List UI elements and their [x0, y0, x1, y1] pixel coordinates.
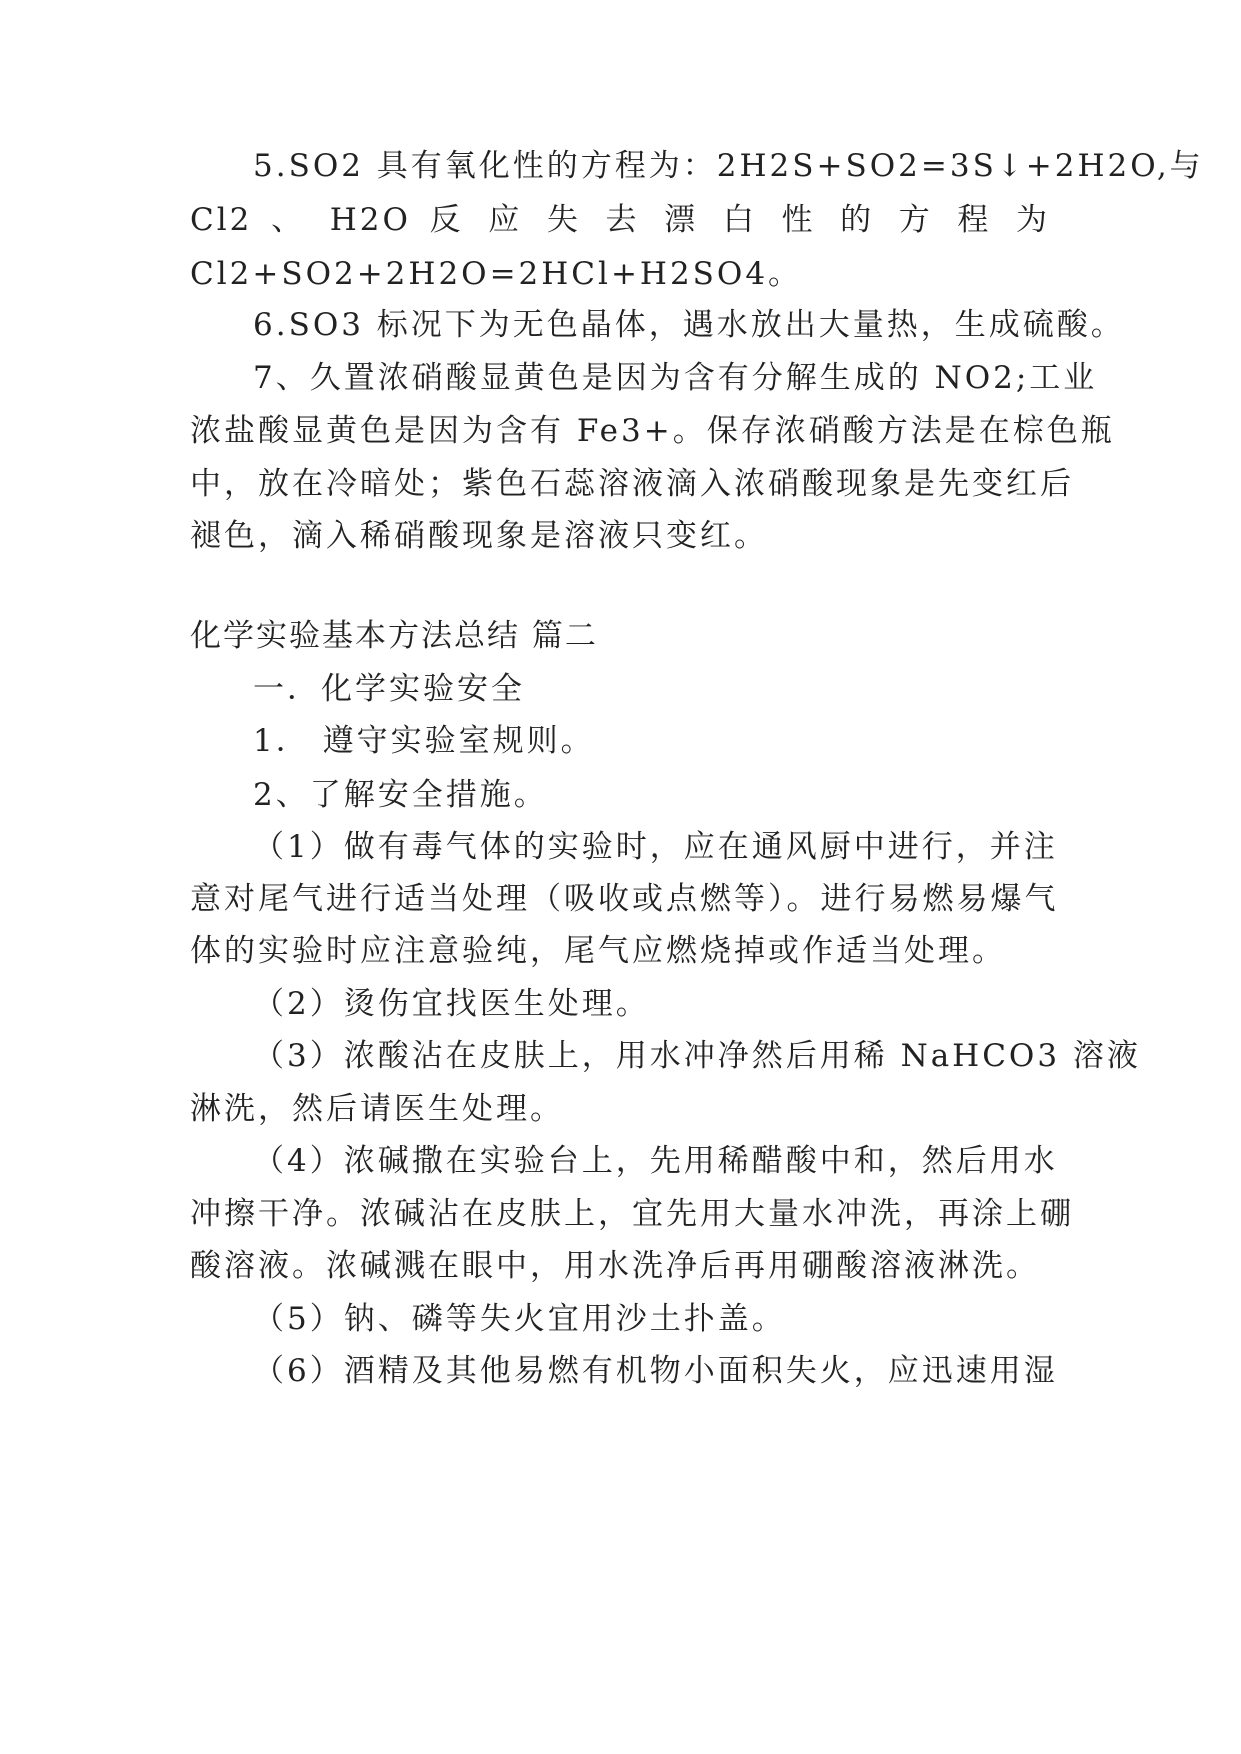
text-line: 褪色，滴入稀硝酸现象是溶液只变红。 [190, 518, 768, 554]
text-line: （5）钠、磷等失火宜用沙土扑盖。 [253, 1301, 786, 1337]
text-line: 淋洗，然后请医生处理。 [190, 1091, 564, 1127]
text-line: 酸溶液。浓碱溅在眼中，用水洗净后再用硼酸溶液淋洗。 [190, 1248, 1040, 1284]
text-line: Cl2+SO2+2H2O=2HCl+H2SO4。 [190, 256, 803, 292]
text-line: 2、了解安全措施。 [253, 777, 548, 813]
text-line: （4）浓碱撒在实验台上，先用稀醋酸中和，然后用水 [253, 1143, 1058, 1179]
text-line: 冲擦干净。浓碱沾在皮肤上，宜先用大量水冲洗，再涂上硼 [190, 1196, 1074, 1232]
text-line: Cl2 、 H2O 反 应 失 去 漂 白 性 的 方 程 为 [190, 202, 1050, 238]
text-line: 中，放在冷暗处；紫色石蕊溶液滴入浓硝酸现象是先变红后 [190, 466, 1074, 502]
text-line: （3）浓酸沾在皮肤上，用水冲净然后用稀 NaHCO3 溶液 [253, 1038, 1141, 1074]
text-line: 意对尾气进行适当处理（吸收或点燃等）。进行易燃易爆气 [190, 881, 1059, 917]
text-line: 一．化学实验安全 [253, 671, 525, 707]
text-line: 体的实验时应注意验纯，尾气应燃烧掉或作适当处理。 [190, 933, 1006, 969]
text-line: （2）烫伤宜找医生处理。 [253, 986, 650, 1022]
text-line: 5.SO2 具有氧化性的方程为：2H2S+SO2=3S↓+2H2O,与 [253, 148, 1204, 184]
text-line: 浓盐酸显黄色是因为含有 Fe3+。保存浓硝酸方法是在棕色瓶 [190, 413, 1115, 449]
text-line: 1． 遵守实验室规则。 [253, 723, 595, 759]
text-line: 7、久置浓硝酸显黄色是因为含有分解生成的 NO2;工业 [253, 360, 1098, 396]
section-heading: 化学实验基本方法总结 篇二 [190, 618, 598, 654]
text-line: 6.SO3 标况下为无色晶体，遇水放出大量热，生成硫酸。 [253, 307, 1125, 343]
text-line: （1）做有毒气体的实验时，应在通风厨中进行，并注 [253, 829, 1058, 865]
text-line: （6）酒精及其他易燃有机物小面积失火，应迅速用湿 [253, 1353, 1058, 1389]
